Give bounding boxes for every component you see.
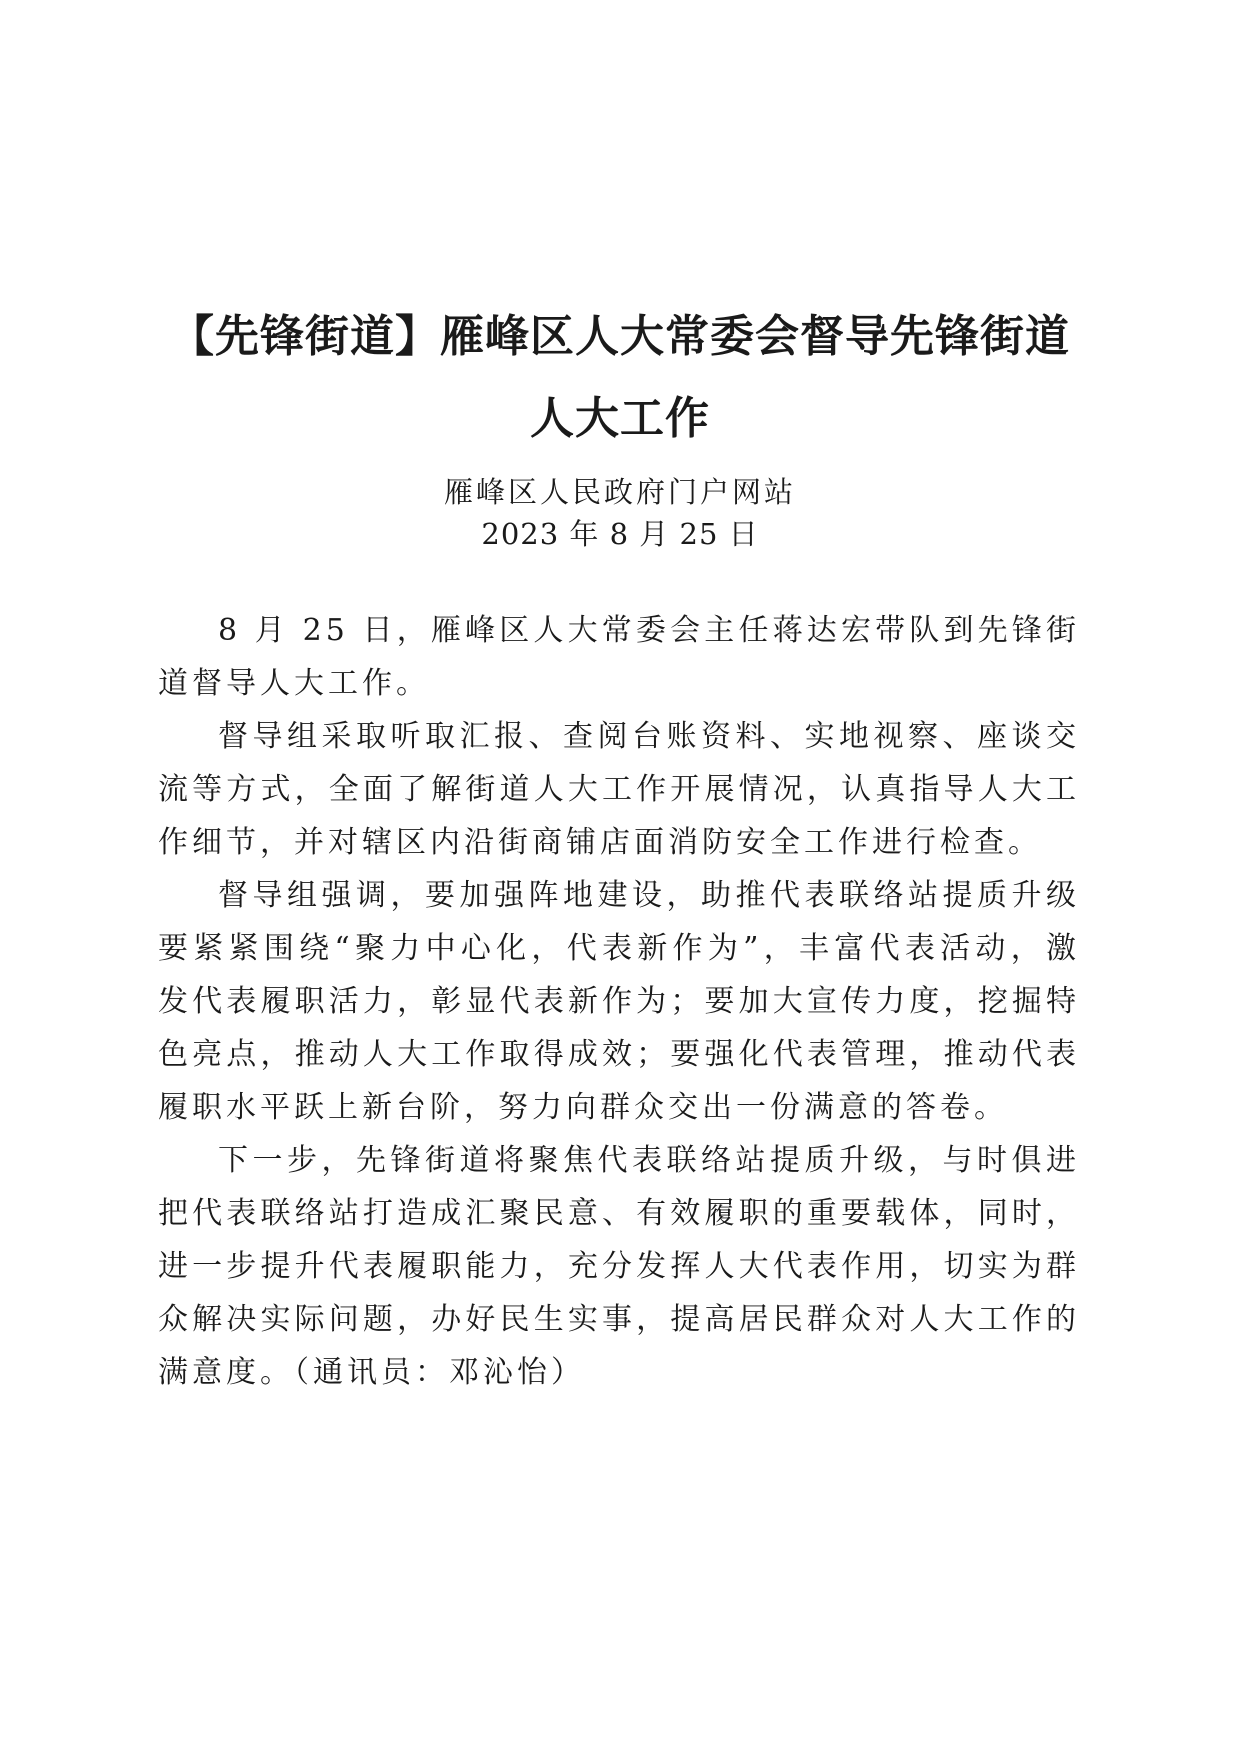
- article-source: 雁峰区人民政府门户网站: [443, 475, 796, 509]
- article-title: [150, 296, 1090, 460]
- article-title-line-1: 【先锋街道】雁峰区人大常委会督导先锋街道: [170, 311, 1070, 362]
- article-date: 2023 年 8 月 25 日: [481, 517, 759, 551]
- article-body: [158, 604, 1080, 1399]
- article-paragraph-2: 督导组采取听取汇报、查阅台账资料、实地视察、座谈交流等方式，全面了解街道人大工作开展情况，认真指导人大工作细节，并对辖区内沿街商铺店面消防安全工作进行检查。: [158, 719, 1080, 860]
- article-paragraph-4: 下一步，先锋街道将聚焦代表联络站提质升级，与时俱进把代表联络站打造成汇聚民意、有效履职的重要载体，同时，进一步提升代表履职能力，充分发挥人大代表作用，切实为群众解决实际问题，办好民生实事，提高居民群众对人大工作的满意度。（通讯员：邓沁怡）: [158, 1143, 1080, 1390]
- article-paragraph-3: 督导组强调，要加强阵地建设，助推代表联络站提质升级要紧紧围绕“聚力中心化，代表新作为”，丰富代表活动，激发代表履职活力，彰显代表新作为；要加大宣传力度，挖掘特色亮点，推动人大工作取得成效；要强化代表管理，推动代表履职水平跃上新台阶，努力向群众交出一份满意的答卷。: [158, 878, 1080, 1125]
- article-title-line-2: 人大工作: [530, 393, 710, 444]
- article-paragraph-1: 8 月 25 日，雁峰区人大常委会主任蒋达宏带队到先锋街道督导人大工作。: [158, 613, 1080, 701]
